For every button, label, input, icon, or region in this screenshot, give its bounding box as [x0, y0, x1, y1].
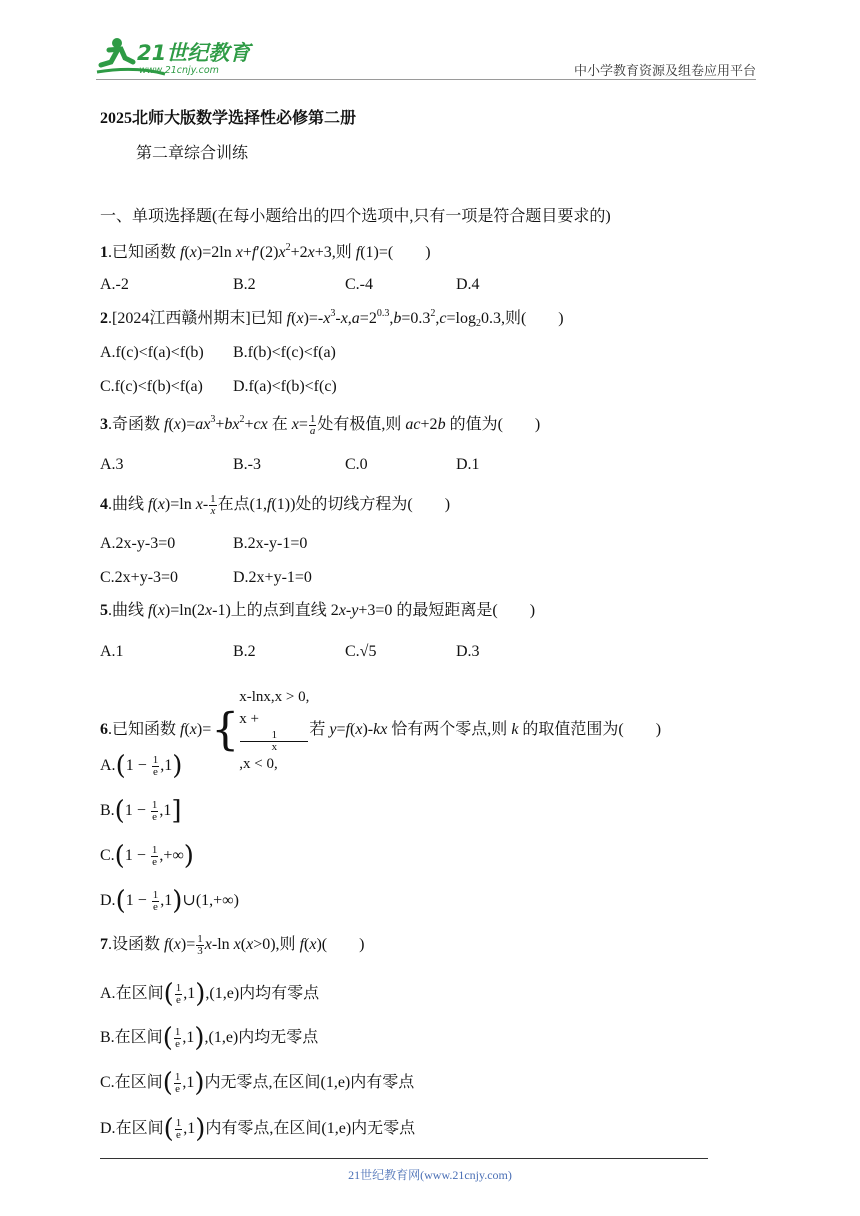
- option-c[interactable]: C.√5: [345, 643, 377, 660]
- option-c[interactable]: C.2x+y-3=0: [100, 569, 179, 586]
- piecewise-definition: { x-lnx,x > 0, x + 1 x ,x < 0,: [211, 689, 310, 772]
- question-3-stem: 3.奇函数 $f(x)=ax^3+bx^2+cx$ 在 x= $\frac{1}{a}$ 处有极值,则 ac+2b 的值为( ): [100, 413, 541, 437]
- header-divider: [96, 79, 756, 80]
- logo-text: 21世纪教育: [137, 41, 251, 65]
- option-a[interactable]: A.(1 − $\frac{1}{e}$ ,1): [100, 751, 183, 782]
- option-d[interactable]: D.4: [456, 276, 480, 293]
- fraction: $\frac{1}{a}$: [309, 413, 316, 437]
- option-c[interactable]: C.在区间( $\frac{1}{e}$ ,1)内无零点,在区间(1,e)内有零点: [100, 1068, 415, 1099]
- question-2-stem: 2.[2024江西赣州期末]已知 $f(x)=-x^3-x,a=2^{0.3},b=0.3^2,c=\log_20.3$,则( ): [100, 308, 564, 329]
- footer-divider: [100, 1158, 708, 1159]
- question-7-stem: 7.设函数 f(x)= $\frac{1}{3}$ x-ln x(x>0),则 f(x)( ): [100, 933, 365, 957]
- runner-logo-icon: [95, 34, 270, 80]
- option-d[interactable]: D.1: [456, 456, 480, 473]
- option-d[interactable]: D.3: [456, 643, 480, 660]
- question-5-stem: 5.曲线 f(x)=ln(2x-1)上的点到直线 2x-y+3=0 的最短距离是( ): [100, 602, 536, 619]
- option-c[interactable]: C.(1 − $\frac{1}{e}$ ,+∞): [100, 841, 194, 872]
- fraction: $\frac{1}{3}$: [197, 933, 203, 957]
- question-4-stem: 4.曲线 f(x)=ln x- $\frac{1}{x}$ 在点(1,f(1))处的切线方程为( ): [100, 493, 451, 517]
- option-b[interactable]: B.-3: [233, 456, 261, 473]
- question-6-stem: 6.已知函数 f(x)={ x-lnx,x > 0, x + 1 x ,x < 0, 若 y=f(x)-kx 恰有两个零点,则 k 的取值范围为( ): [100, 686, 661, 775]
- option-a[interactable]: A.2x-y-3=0: [100, 535, 176, 552]
- option-c[interactable]: C.-4: [345, 276, 373, 293]
- footer-link[interactable]: 21世纪教育网(www.21cnjy.com): [348, 1168, 512, 1182]
- option-b[interactable]: B.在区间( $\frac{1}{e}$ ,1),(1,e)内均无零点: [100, 1023, 319, 1054]
- section-heading: 一、单项选择题(在每小题给出的四个选项中,只有一项是符合题目要求的): [100, 208, 611, 225]
- document-title: 2025北师大版数学选择性必修第二册: [100, 110, 357, 127]
- fraction: $\frac{1}{x}$: [210, 493, 216, 517]
- option-c[interactable]: C.f(c)<f(b)<f(a): [100, 378, 203, 395]
- logo-url: www.21cnjy.com: [139, 65, 219, 76]
- option-b[interactable]: B.2: [233, 643, 256, 660]
- option-d[interactable]: D.在区间( $\frac{1}{e}$ ,1)内有零点,在区间(1,e)内无零点: [100, 1114, 416, 1145]
- option-b[interactable]: B.2: [233, 276, 256, 293]
- option-d[interactable]: D.f(a)<f(b)<f(c): [233, 378, 337, 395]
- option-b[interactable]: B.2x-y-1=0: [233, 535, 308, 552]
- option-a[interactable]: A.在区间( $\frac{1}{e}$ ,1),(1,e)内均有零点: [100, 979, 320, 1010]
- question-1-stem: 1.已知函数 f(x)=2ln $x+f'(2)x^2+2x+3$,则 f(1)=( ): [100, 242, 431, 261]
- option-a[interactable]: A.3: [100, 456, 124, 473]
- document-subtitle: 第二章综合训练: [136, 145, 249, 162]
- option-a[interactable]: A.f(c)<f(a)<f(b): [100, 344, 204, 361]
- option-a[interactable]: A.-2: [100, 276, 129, 293]
- option-c[interactable]: C.0: [345, 456, 368, 473]
- option-b[interactable]: B.f(b)<f(c)<f(a): [233, 344, 336, 361]
- option-a[interactable]: A.1: [100, 643, 124, 660]
- option-b[interactable]: B.(1 − $\frac{1}{e}$ ,1]: [100, 796, 182, 827]
- fraction: 1 x: [240, 730, 308, 753]
- option-d[interactable]: D.2x+y-1=0: [233, 569, 312, 586]
- option-d[interactable]: D.(1 − $\frac{1}{e}$ ,1)∪(1,+∞): [100, 886, 239, 917]
- site-logo: [95, 34, 270, 80]
- header-platform-text: 中小学教育资源及组卷应用平台: [573, 64, 756, 79]
